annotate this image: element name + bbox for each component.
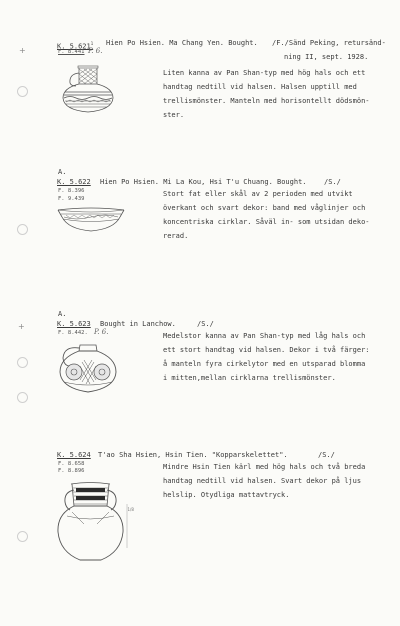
entry-mark: A. bbox=[58, 168, 67, 176]
punch-hole bbox=[17, 392, 28, 403]
svg-text:1/8: 1/8 bbox=[127, 507, 134, 512]
catalog-number: K. 5.624 bbox=[57, 451, 91, 459]
handwritten-note: P. 6. bbox=[94, 328, 109, 336]
punch-hole bbox=[17, 224, 28, 235]
punch-hole bbox=[17, 531, 28, 542]
bowl-drawing bbox=[56, 205, 126, 235]
field-number: F. 8.396 bbox=[58, 188, 85, 194]
catalog-number: K. 5.621$^1$ bbox=[57, 41, 94, 51]
entry-heading: Bought in Lanchow. bbox=[100, 320, 176, 328]
entry-status-continued: ning II, sept. 1928. bbox=[284, 53, 369, 61]
entry-status: /S./ bbox=[324, 178, 341, 186]
jug-drawing bbox=[56, 342, 120, 398]
vessel-drawing bbox=[54, 478, 134, 566]
catalog-number: K. 5.623 bbox=[57, 320, 91, 328]
entry-heading: T'ao Sha Hsien, Hsin Tien. "Kopparskelettet". bbox=[98, 451, 288, 459]
margin-cross: + bbox=[18, 322, 25, 331]
entry-heading: Hien Po Hsien. Ma Chang Yen. Bought. bbox=[106, 39, 258, 47]
entry-description: Liten kanna av Pan Shan-typ med hög hals och ett handtag nedtill vid halsen. Halsen upptill med trellismönster. Manteln med horisontellt dödsmön- ster. bbox=[163, 69, 370, 119]
field-number: F. 8.442. bbox=[58, 330, 88, 336]
field-number-secondary: F. 9.439 bbox=[58, 196, 85, 202]
entry-description: Stort fat eller skål av 2 perioden med utvikt överkant och svart dekor: band med våglinjer och koncentriska cirklar. Såväl in- som utsidan deko- rerad. bbox=[163, 190, 370, 240]
catalog-number: K. 5.622 bbox=[57, 178, 91, 186]
entry-heading: Hien Po Hsien. Mi La Kou, Hsi T'u Chuang. Bought. bbox=[100, 178, 307, 186]
field-number-secondary: F. 8.896 bbox=[58, 468, 85, 474]
field-number: F. 8.441 bbox=[58, 49, 85, 55]
handwritten-note: P. 6. bbox=[88, 47, 103, 55]
entry-status: /S./ bbox=[197, 320, 214, 328]
entry-description: Mindre Hsin Tien kärl med hög hals och två breda handtag nedtill vid halsen. Svart dekor på ljus helslip. Otydliga mattavtryck. bbox=[163, 463, 366, 499]
entry-status: /S./ bbox=[318, 451, 335, 459]
jug-drawing bbox=[58, 64, 118, 120]
field-number: F. 8.658 bbox=[58, 461, 85, 467]
punch-hole bbox=[17, 86, 28, 97]
entry-description: Medelstor kanna av Pan Shan-typ med låg hals och ett stort handtag vid halsen. Dekor i två färger: å manteln fyra cirkelytor med en utsparad blomma i mitten,mellan cirklarna trellismönster. bbox=[163, 332, 370, 382]
margin-cross: + bbox=[19, 46, 26, 55]
punch-hole bbox=[17, 357, 28, 368]
entry-mark: A. bbox=[58, 310, 67, 318]
entry-status: /F./Sänd Peking, retursänd- bbox=[272, 39, 386, 47]
